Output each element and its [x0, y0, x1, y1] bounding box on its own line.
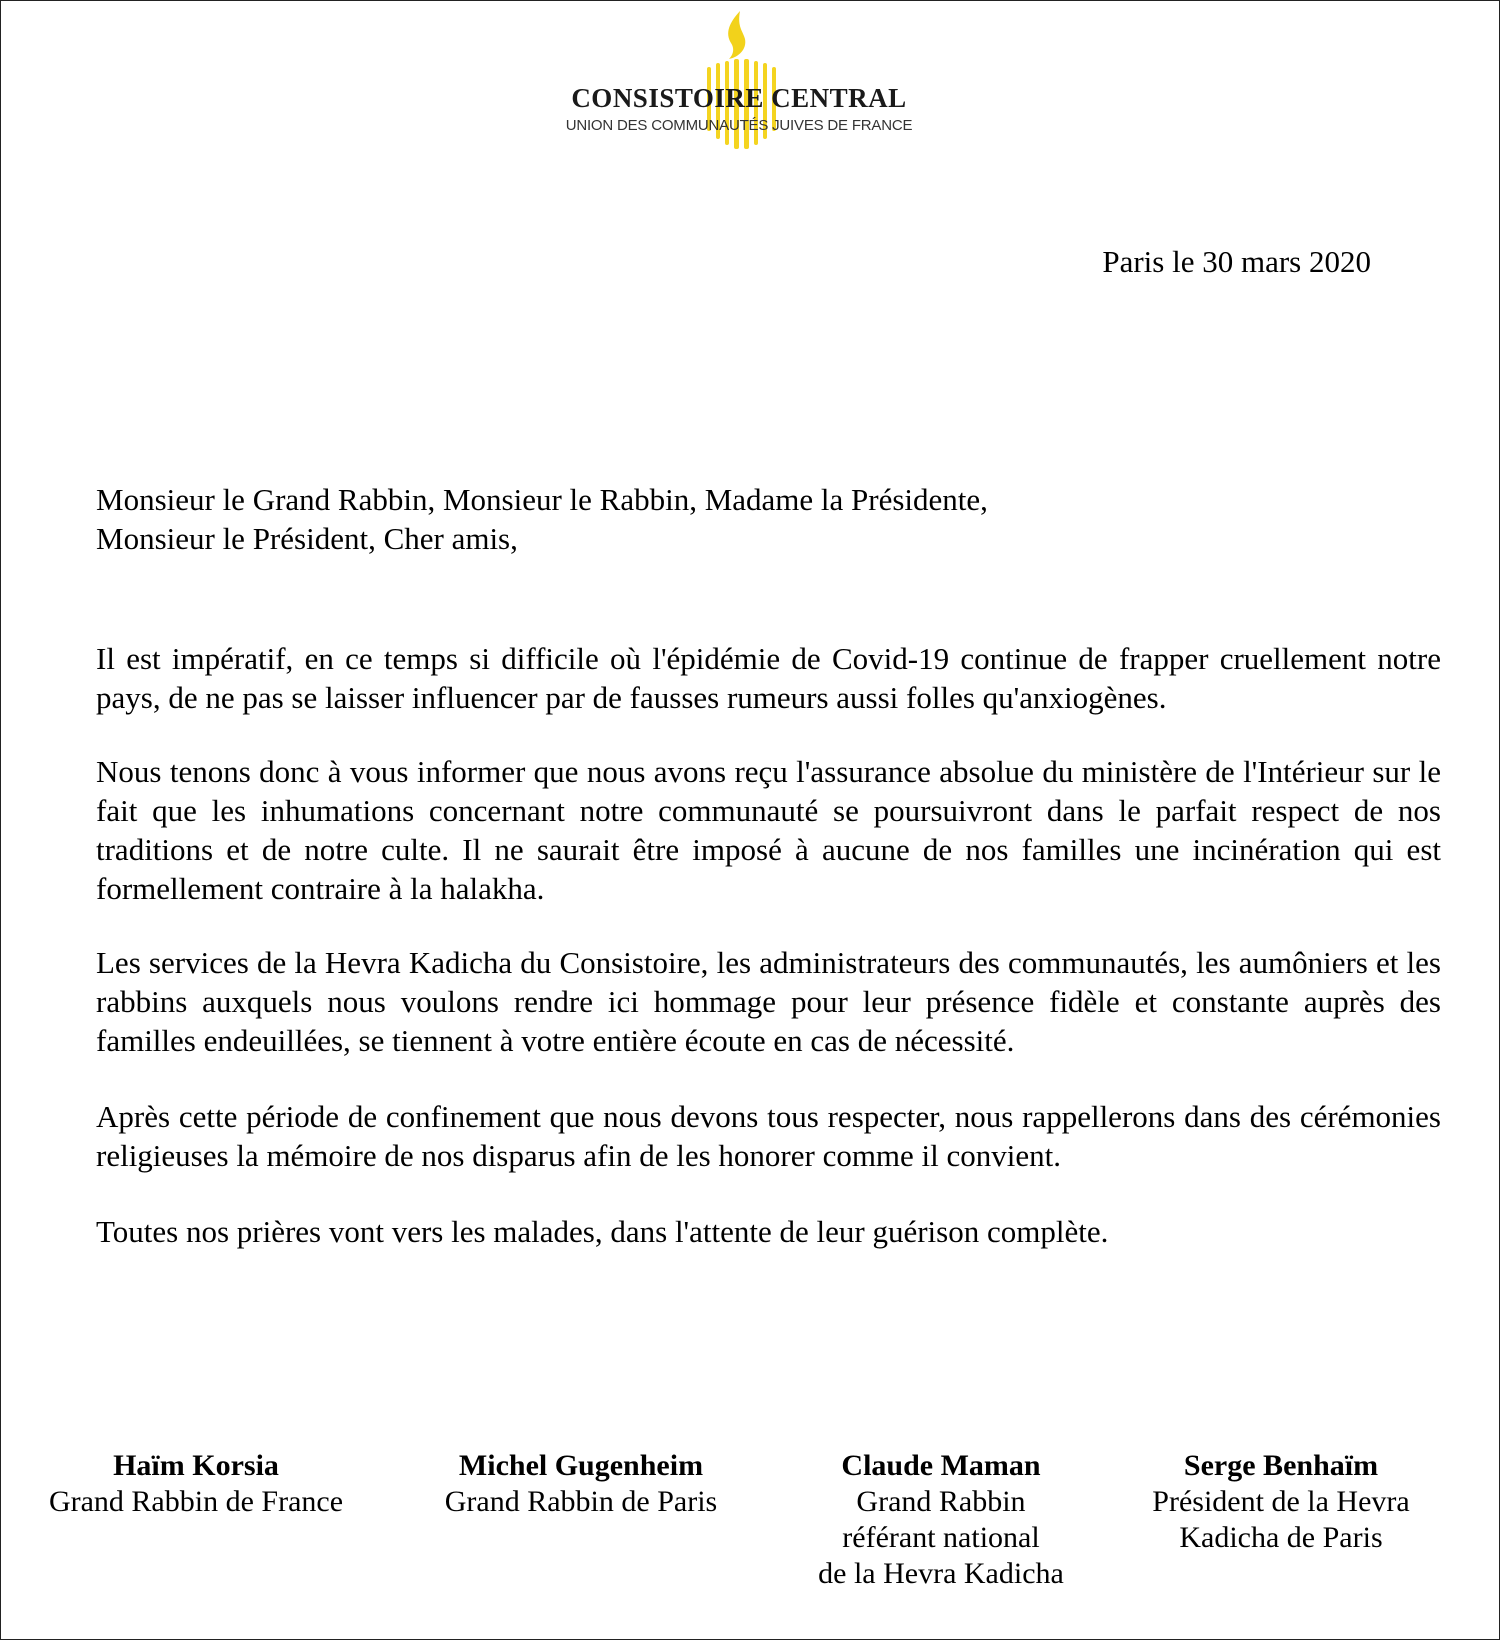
signatory-name: Serge Benhaïm: [1183, 1449, 1379, 1482]
signatory-title-line: référant national: [842, 1521, 1040, 1554]
signatory-title-line: Kadicha de Paris: [1179, 1521, 1383, 1554]
signature-block: [1121, 1448, 1441, 1556]
signature-block: [416, 1448, 746, 1520]
signatory-title-line: de la Hevra Kadicha: [818, 1557, 1064, 1590]
letter-body: [96, 480, 1441, 1251]
signatory-title-line: Grand Rabbin: [856, 1485, 1026, 1518]
signatory-name: Claude Maman: [841, 1449, 1041, 1482]
paragraph-5: Toutes nos prières vont vers les malades, dans l'attente de leur guérison complète.: [96, 1214, 1109, 1249]
letterhead-logo: [549, 9, 929, 159]
paragraph-3: Les services de la Hevra Kadicha du Consistoire, les administrateurs des communautés, les aumôniers et les rabbins auxquels nous voulons rendre ici hommage pour leur présence fidèle et constante auprès des familles endeuillées, se tiennent à votre entière écoute en cas de nécessité.: [96, 945, 1441, 1058]
signatory-name: Haïm Korsia: [113, 1449, 279, 1482]
salutation: [96, 480, 1441, 558]
letterhead-title: CONSISTOIRE CENTRAL: [571, 83, 907, 113]
signatory-title-line: Grand Rabbin de France: [48, 1485, 344, 1518]
paragraph-1: Il est impératif, en ce temps si difficile où l'épidémie de Covid-19 continue de frapper cruellement notre pays, de ne pas se laisser influencer par de fausses rumeurs aussi folles qu'anxiogènes.: [96, 641, 1441, 715]
signatory-title-line: Président de la Hevra: [1152, 1485, 1410, 1518]
letterhead-subtitle: UNION DES COMMUNAUTÉS JUIVES DE FRANCE: [565, 117, 913, 134]
signature-block: [31, 1448, 361, 1520]
signatory-name: Michel Gugenheim: [458, 1449, 704, 1482]
salutation-line-2: Monsieur le Président, Cher amis,: [96, 521, 518, 556]
salutation-line-1: Monsieur le Grand Rabbin, Monsieur le Rabbin, Madame la Présidente,: [96, 482, 988, 517]
paragraph-2: Nous tenons donc à vous informer que nous avons reçu l'assurance absolue du ministère de l'Intérieur sur le fait que les inhumations concernant notre communauté se poursuivront dans le parfait respect de nos traditions et de notre culte. Il ne saurait être imposé à aucune de nos familles une incinération qui est formellement contraire à la halakha.: [96, 754, 1441, 906]
paragraph-4: Après cette période de confinement que nous devons tous respecter, nous rappellerons dans des cérémonies religieuses la mémoire de nos disparus afin de les honorer comme il convient.: [96, 1099, 1441, 1173]
signature-block: [791, 1448, 1091, 1592]
letter-date: Paris le 30 mars 2020: [1102, 244, 1371, 279]
signatory-title-line: Grand Rabbin de Paris: [444, 1485, 718, 1518]
